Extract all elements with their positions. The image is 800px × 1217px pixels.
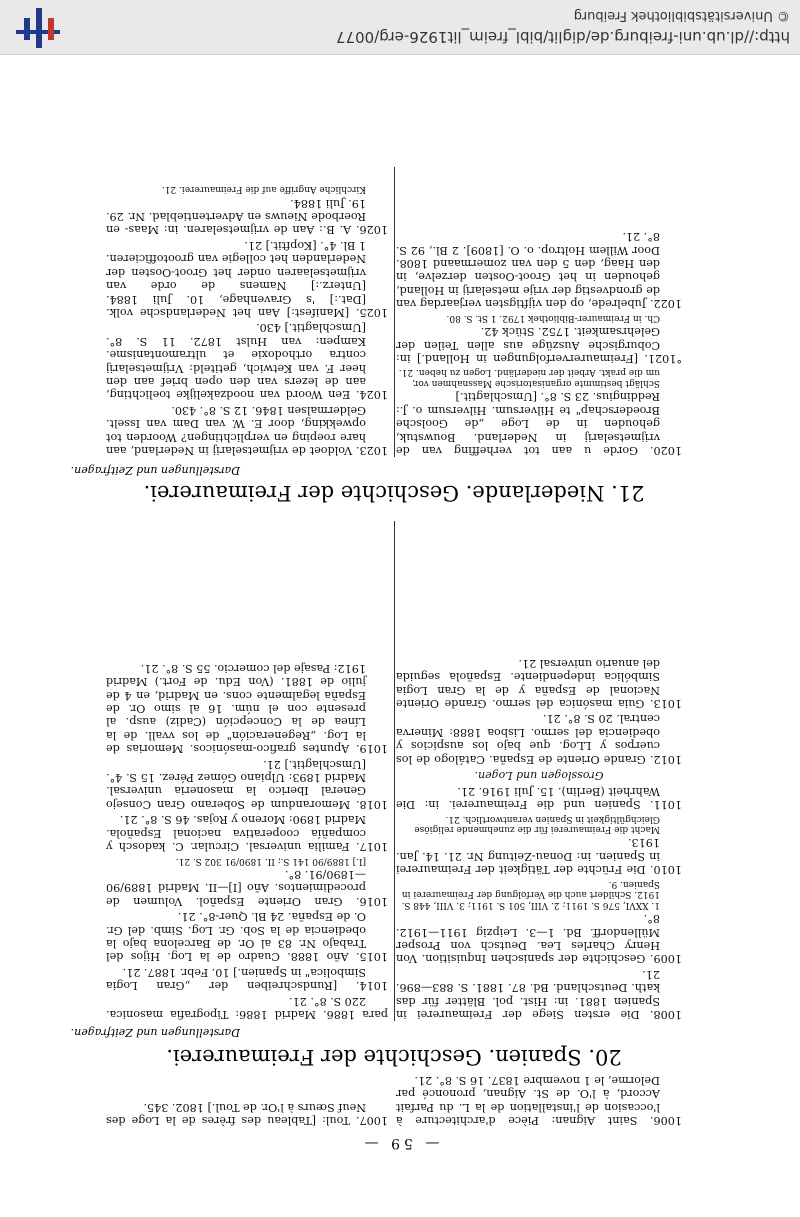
- bibliography-entry: 1012. Grande Oriente de España. Catálogo de los cuerpos y LLog. que bajo los auspicios y obediencia del sermo. Lisboa 1888: Minerva central. 20 S. 8°. 21.: [396, 712, 682, 766]
- right-column: [106, 182, 388, 457]
- column-divider: [394, 521, 395, 1021]
- section-subheading: Darstellungen und Zeitfragen.: [70, 1026, 240, 1039]
- entry-note: Kirchliche Angriffe auf die Freimaurerei. 21.: [161, 184, 366, 195]
- right-column: [106, 1098, 388, 1127]
- section-subheading: Darstellungen und Zeitfragen.: [70, 464, 240, 477]
- bibliography-entry: 1014. [Rundschreiben der „Gran Logia Simbolica" in Spanien.] 10. Febr. 1887. 21.: [106, 965, 388, 993]
- entry-note: Ch. in Freimaurer-Bibliothek 1792. 1 St. S. 80.: [446, 312, 660, 323]
- bibliography-entry: 1024. Een Woord van noodzakelijke toelichting, aan de lezers van den open brief aan den heer F. van Ketwich, getiteld: Vrijmetselarij contra orthodoxie et ultramontanisme. Kampen: van Hulst 1872. 11 S. 8°. [Umschlagtit.] 430.: [106, 321, 388, 402]
- bibliography-entry: °1021. [Freimaurerverfolgungen in Holland.] in: Coburgische Auszüge aus allen Teilen der Gelehrsamkeit. 1752. Stück 42.: [396, 325, 682, 365]
- bibliography-entry: 1015. Año 1888. Cuadro de la Log. Hijos del Trabajo Nr. 83 al Or. de Barcelona bajo la obediencia de la Sob. Gr. Log. Simb. del Gr. O. de España. 24 Bl. Quer-8°. 21.: [106, 910, 388, 964]
- bibliography-entry: 1020. Gorde u aan tot verheffing van de vrijmetselarij in Nederland. Bouwstuk, gehouden in de Loge „de Goolsche Broederschap" te Hilversum. Hilversum o. J.: Reddingius. 23 S. 8°. [Umschlagtit.]: [396, 390, 682, 457]
- bibliography-entry: 1026. A. B.: Aan de vrijmetselaren. in: Maas- en Roerbode Nieuws en Advertentieblad. Nr. 29. 19. Juli 1884.: [106, 196, 388, 237]
- subsection-heading: Grosslogen und Logen.: [474, 769, 604, 783]
- bibliography-entry: 1009. Geschichte der spanischen Inquisition. Von Henry Charles Lea. Deutsch von Prosper Müllendorff. Bd. 1—3. Leipzig 1911—1912. 8°.: [396, 912, 682, 966]
- page-number: — 59 —: [360, 1135, 440, 1151]
- library-credit: © Universitätsbibliothek Freiburg: [573, 8, 790, 23]
- bibliography-entry: 1008. Die ersten Siege der Freimaurerei in Spanien 1881. in: Hist. pol. Blätter für das kath. Deutschland. Bd. 87. 1881. S. 883—896. 21.: [396, 967, 682, 1021]
- bibliography-entry: 1022. Jubelrede, op den vijftigsten verjaardag van de grondvestig der vrije metselarij in Holland, gehouden in het Groot-Oosten derzelve, in den Haag, den 5 den van zomermaand 1808. Door Willem Holtrop. o. O. [1809]. 2 Bl., 92 S. 8°. 21.: [396, 230, 682, 311]
- section-heading: 20. Spanien. Geschichte der Freimaurerei.: [166, 1045, 622, 1069]
- bibliography-entry: 1025. [Manifest:] Aan het Nederlandsche volk. [Dat.:] 's Gravenhage, 10. Juli 1884. [Unterz.:] Namens de orde van vrijmetselaaren onder het Groot-Oosten der Nederlanden het collegie van grootofficieren. 1 Bl. 4°. [Kopftit.] 21.: [106, 238, 388, 319]
- university-logo-icon: [16, 8, 60, 48]
- bibliography-entry: 1006. Saint Aignan: Pièce d'architecture à l'occasion de l'installation de la L. du Parfait Accord, à l'O. de St. Aignan, prononcé par Delorme, le 1 novembre 1837. 16 S. 8°. 21.: [396, 1073, 682, 1127]
- bibliography-entry: 1016. Gran Oriente Español. Volumen de procedimientos. Año [I]—II. Madrid 1889/90—1890/91. 8°.: [106, 867, 388, 908]
- bibliography-entry: 1019. Apuntes grafico-masónicos. Memorias de la Log. „Regeneración" de los vvall. de la Línea de la Concepción (Cadiz) ausp. al presente con el núm. 16 al simo Or. de España legalmente cons. en Madrid, en 4 de julio de 1881. (Von Edu. de Fort.) Madrid 1912: Pasaje del comercio. 55 S. 8°. 21.: [106, 661, 388, 756]
- bibliography-entry: 1010. Die Früchte der Tätigkeit der Freimaurerei in Spanien. in: Donau-Zeitung Nr. 21. 14. Jan. 1913.: [396, 836, 682, 877]
- right-column: [106, 659, 388, 1021]
- left-column: [396, 1071, 682, 1127]
- left-column: [396, 654, 682, 1021]
- viewer-header: [0, 0, 800, 55]
- bibliography-entry: para 1886. Madrid 1886: Tipografia masonica. 220 S. 8°. 21.: [106, 994, 388, 1021]
- entry-note: Macht die Freimaurerei für die zunehmende religiöse Gleichgültigkeit in Spanien verantwortlich. 21.: [414, 813, 660, 835]
- bibliography-entry: 1023. Voldoet de vrijmetselarij in Nederland, aan hare roeping en verplichtingen? Woorden tot opwekking, door E. W. van Dam van Isselt. Geldermalsen 1846. 12 S. 8°. 430.: [106, 403, 388, 457]
- entry-note: Schlägt bestimmte organisatorische Massnahmen vor, um die prakt. Arbeit der niederländ. Logen zu heben. 21.: [398, 367, 660, 388]
- bibliography-entry: 1017. Familia universal. Circular. C. kadosch y compañía cooperativa nacional Española. Madrid 1890: Moreno y Rojas. 46 S. 8°. 21.: [106, 813, 388, 854]
- bibliography-entry: 1013. Guia masónica del sermo. Grande Oriente Nacional de España y de la Gran Logia Simbólica independiente. Española seguida del anuario universal 21.: [396, 656, 682, 711]
- column-divider: [394, 167, 395, 457]
- entry-note: [I.] 1889/90 141 S.; II. 1890/91 302 S. 21.: [175, 855, 366, 866]
- page-url[interactable]: http://dl.ub.uni-freiburg.de/diglit/bibl_freim_lit1926-erg/0077: [335, 28, 790, 46]
- left-column: [396, 228, 682, 457]
- entry-note: 1. XXVI, 576 S. 1911; 2. VIII, 501 S. 1911; 3. VIII, 448 S. 1912. Schildert auch die Verfolgung der Freimaurerei in Spanien. 9.: [401, 878, 660, 910]
- bibliography-entry: 1011. Spanien und die Freimaurerei. in: Die Wahrheit (Berlin). 15. Juli 1916. 21.: [396, 784, 682, 812]
- bibliography-entry: 1007. Toul: [Tableau des frères de la Loge des Neuf Sœurs à l'Or. de Toul.] 1802. 345.: [106, 1100, 388, 1127]
- section-heading: 21. Niederlande. Geschichte der Freimaurerei.: [143, 481, 645, 505]
- bibliography-entry: 1018. Memorandum de Soberano Gran Consejo General Iberico la masoneria universal. Madrid 1893: Ulpiano Gómez Pérez. 15 S. 4°. [Umschlagtit.] 21.: [106, 757, 388, 811]
